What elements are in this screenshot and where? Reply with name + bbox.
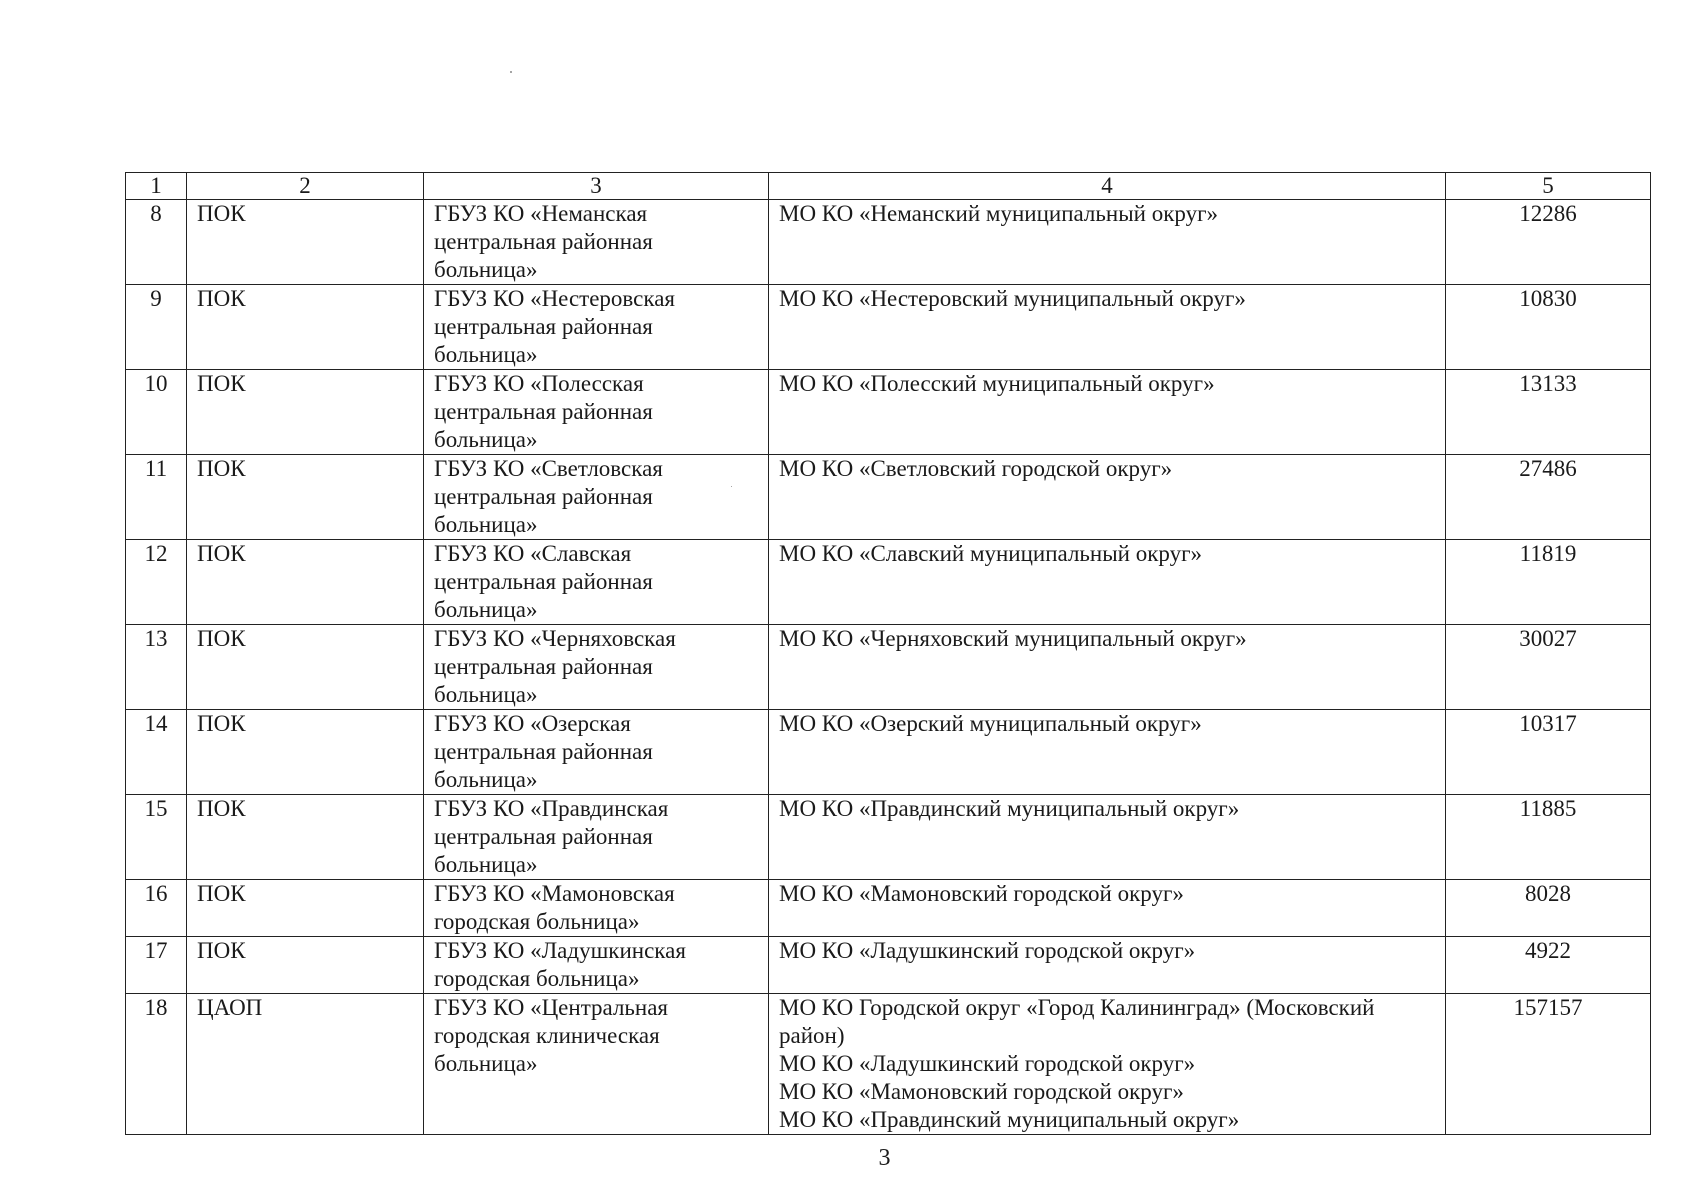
organization-line: городская больница» (434, 966, 640, 991)
municipality (769, 625, 1446, 710)
municipality (769, 994, 1446, 1135)
municipality-line: МО КО Городской округ «Город Калининград» (Московский (779, 995, 1375, 1020)
header-cell: 1 (126, 173, 187, 200)
table-row (126, 994, 1651, 1135)
facility-type: ПОК (187, 370, 424, 455)
row-number: 17 (126, 937, 187, 994)
row-number: 12 (126, 540, 187, 625)
facility-type: ПОК (187, 200, 424, 285)
organization-line: центральная районная (434, 739, 653, 764)
organization-name (424, 370, 769, 455)
population-value: 10317 (1446, 710, 1651, 795)
municipality-line: МО КО «Полесский муниципальный округ» (779, 371, 1215, 396)
organization-line: больница» (434, 767, 538, 792)
organization-line: центральная районная (434, 484, 653, 509)
municipality-line: МО КО «Светловский городской округ» (779, 456, 1173, 481)
municipality-line: МО КО «Озерский муниципальный округ» (779, 711, 1202, 736)
table-header-row (126, 173, 1651, 200)
table-row (126, 200, 1651, 285)
municipality (769, 200, 1446, 285)
row-number: 9 (126, 285, 187, 370)
municipality-line: МО КО «Мамоновский городской округ» (779, 881, 1184, 906)
organization-name (424, 710, 769, 795)
table-row (126, 540, 1651, 625)
organization-line: ГБУЗ КО «Озерская (434, 711, 631, 736)
organization-line: центральная районная (434, 654, 653, 679)
organization-line: ГБУЗ КО «Неманская (434, 201, 648, 226)
municipality-line: МО КО «Славский муниципальный округ» (779, 541, 1203, 566)
municipality-line: МО КО «Мамоновский городской округ» (779, 1079, 1184, 1104)
municipality-line: МО КО «Ладушкинский городской округ» (779, 938, 1196, 963)
table-row (126, 937, 1651, 994)
organization-name (424, 937, 769, 994)
facility-type: ЦАОП (187, 994, 424, 1135)
organization-name (424, 880, 769, 937)
population-value: 11819 (1446, 540, 1651, 625)
population-value: 27486 (1446, 455, 1651, 540)
population-value: 11885 (1446, 795, 1651, 880)
municipality (769, 710, 1446, 795)
population-value: 12286 (1446, 200, 1651, 285)
organization-line: больница» (434, 257, 538, 282)
facility-type: ПОК (187, 625, 424, 710)
organization-name (424, 200, 769, 285)
municipality (769, 540, 1446, 625)
municipality-line: МО КО «Черняховский муниципальный округ» (779, 626, 1247, 651)
organization-name (424, 540, 769, 625)
organization-line: ГБУЗ КО «Правдинская (434, 796, 669, 821)
table-row (126, 455, 1651, 540)
row-number: 14 (126, 710, 187, 795)
municipality-line: МО КО «Неманский муниципальный округ» (779, 201, 1219, 226)
table-row (126, 710, 1651, 795)
municipality-line: МО КО «Правдинский муниципальный округ» (779, 796, 1240, 821)
organization-name (424, 795, 769, 880)
table-row (126, 880, 1651, 937)
register-table (125, 172, 1651, 1135)
population-value: 8028 (1446, 880, 1651, 937)
municipality-line: МО КО «Правдинский муниципальный округ» (779, 1107, 1240, 1132)
organization-line: городская клиническая (434, 1023, 660, 1048)
organization-line: центральная районная (434, 229, 653, 254)
row-number: 8 (126, 200, 187, 285)
organization-line: центральная районная (434, 569, 653, 594)
page-number: 3 (878, 1145, 891, 1171)
municipality-line: МО КО «Нестеровский муниципальный округ» (779, 286, 1246, 311)
municipality-line: район) (779, 1023, 845, 1048)
municipality (769, 937, 1446, 994)
municipality (769, 455, 1446, 540)
row-number: 16 (126, 880, 187, 937)
municipality (769, 795, 1446, 880)
organization-line: больница» (434, 427, 538, 452)
row-number: 13 (126, 625, 187, 710)
organization-line: ГБУЗ КО «Центральная (434, 995, 669, 1020)
facility-type: ПОК (187, 540, 424, 625)
organization-line: ГБУЗ КО «Светловская (434, 456, 663, 481)
header-cell: 4 (769, 173, 1446, 200)
population-value: 10830 (1446, 285, 1651, 370)
facility-type: ПОК (187, 795, 424, 880)
organization-line: больница» (434, 1051, 538, 1076)
organization-line: ГБУЗ КО «Нестеровская (434, 286, 675, 311)
facility-type: ПОК (187, 285, 424, 370)
scan-speck (510, 71, 512, 73)
organization-name (424, 994, 769, 1135)
table-row (126, 370, 1651, 455)
organization-line: ГБУЗ КО «Черняховская (434, 626, 676, 651)
municipality (769, 285, 1446, 370)
organization-line: центральная районная (434, 824, 653, 849)
organization-name (424, 455, 769, 540)
organization-line: ГБУЗ КО «Полесская (434, 371, 644, 396)
organization-name (424, 625, 769, 710)
table-row (126, 795, 1651, 880)
organization-line: центральная районная (434, 314, 653, 339)
row-number: 10 (126, 370, 187, 455)
facility-type: ПОК (187, 937, 424, 994)
row-number: 11 (126, 455, 187, 540)
population-value: 4922 (1446, 937, 1651, 994)
organization-line: ГБУЗ КО «Ладушкинская (434, 938, 686, 963)
facility-type: ПОК (187, 455, 424, 540)
row-number: 15 (126, 795, 187, 880)
population-value: 13133 (1446, 370, 1651, 455)
organization-line: городская больница» (434, 909, 640, 934)
organization-line: центральная районная (434, 399, 653, 424)
facility-type: ПОК (187, 710, 424, 795)
organization-line: ГБУЗ КО «Мамоновская (434, 881, 675, 906)
population-value: 30027 (1446, 625, 1651, 710)
municipality (769, 370, 1446, 455)
municipality-line: МО КО «Ладушкинский городской округ» (779, 1051, 1196, 1076)
header-cell: 2 (187, 173, 424, 200)
municipality (769, 880, 1446, 937)
header-cell: 5 (1446, 173, 1651, 200)
facility-type: ПОК (187, 880, 424, 937)
organization-line: больница» (434, 342, 538, 367)
organization-line: ГБУЗ КО «Славская (434, 541, 632, 566)
organization-line: больница» (434, 682, 538, 707)
table-row (126, 625, 1651, 710)
organization-line: больница» (434, 852, 538, 877)
organization-name (424, 285, 769, 370)
population-value: 157157 (1446, 994, 1651, 1135)
row-number: 18 (126, 994, 187, 1135)
organization-line: больница» (434, 512, 538, 537)
organization-line: больница» (434, 597, 538, 622)
header-cell: 3 (424, 173, 769, 200)
table-row (126, 285, 1651, 370)
